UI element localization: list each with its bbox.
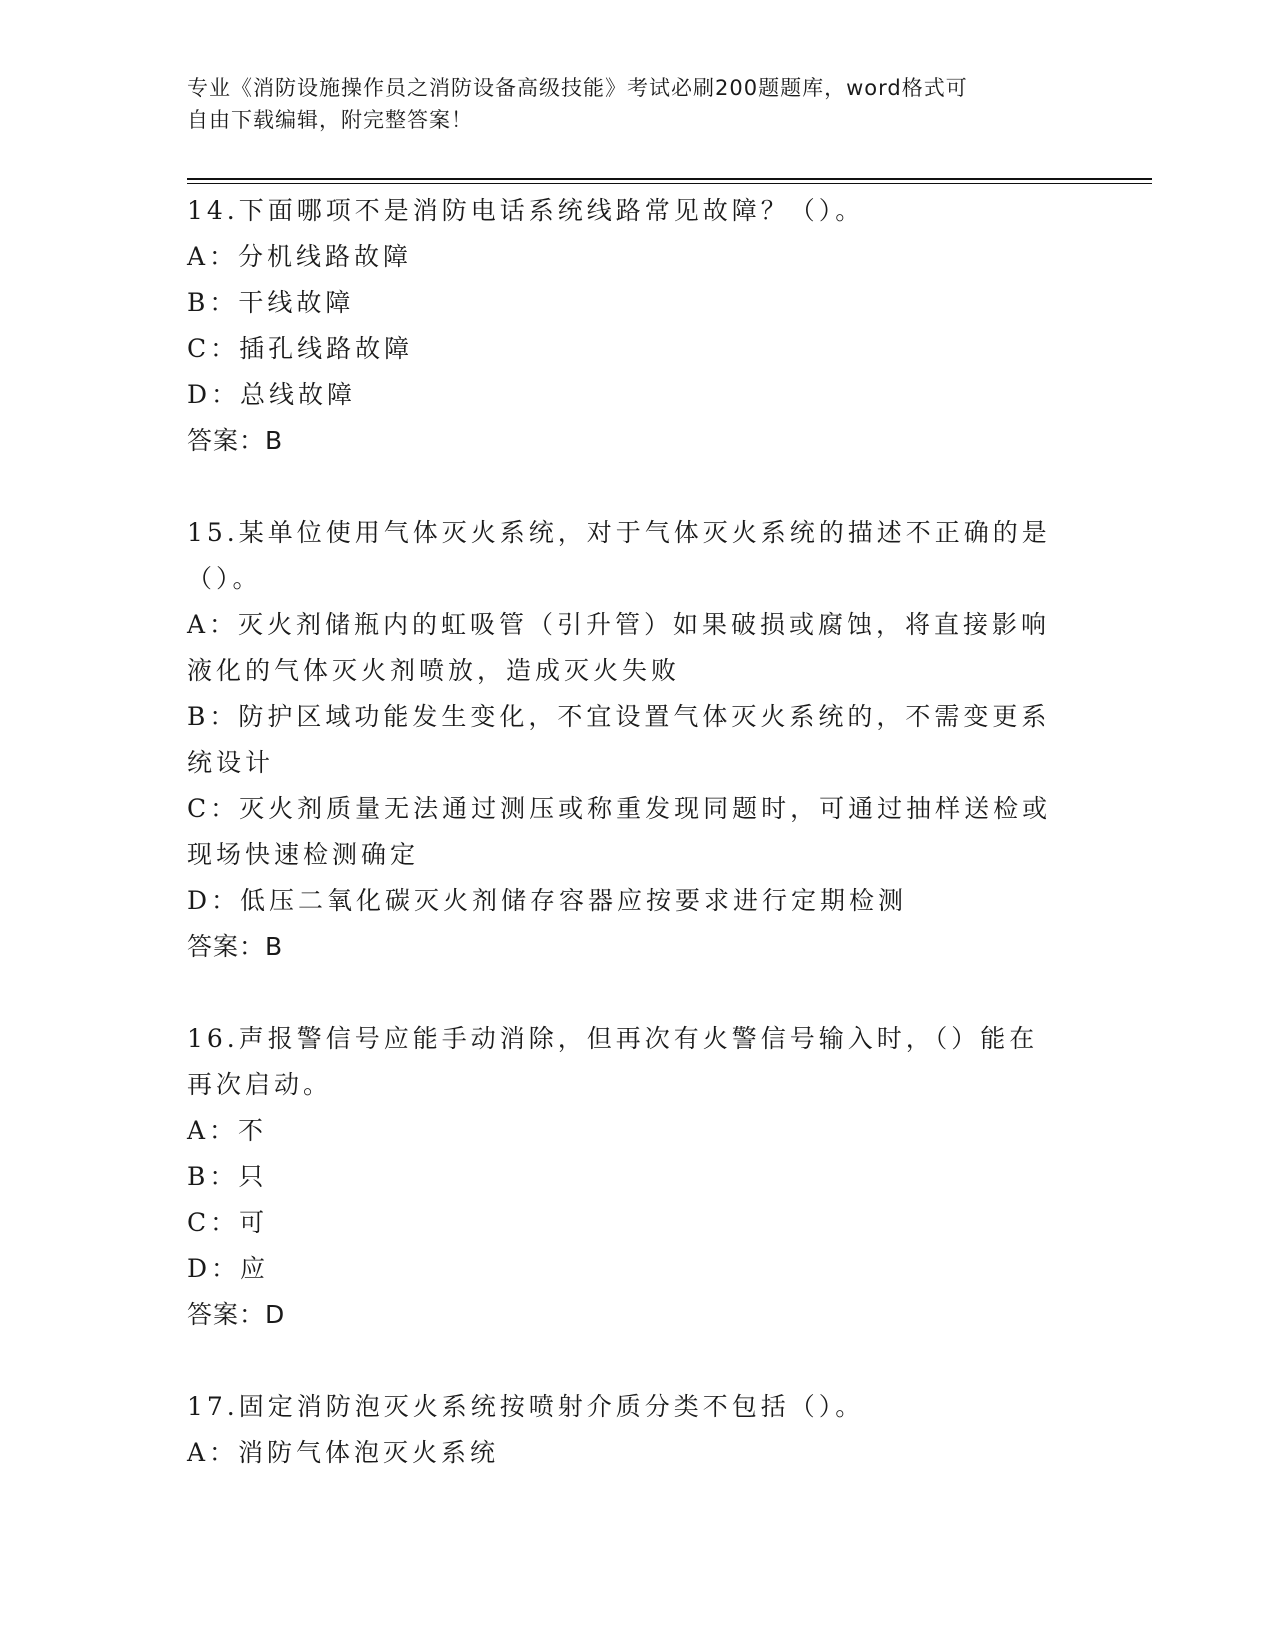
question-15 [187, 510, 1067, 970]
option-c: C：灭火剂质量无法通过测压或称重发现同题时，可通过抽样送检或现场快速检测确定 [187, 794, 1052, 869]
question-stem: 17.固定消防泡灭火系统按喷射介质分类不包括（）。 [187, 1392, 865, 1421]
option-b: B：防护区域功能发生变化，不宜设置气体灭火系统的，不需变更系统设计 [187, 702, 1051, 777]
option-a: A：消防气体泡灭火系统 [187, 1438, 500, 1467]
document-header [187, 72, 1067, 136]
option-c: C：可 [187, 1208, 269, 1237]
option-b: B：只 [187, 1162, 268, 1191]
option-a: A：灭火剂储瓶内的虹吸管（引升管）如果破损或腐蚀，将直接影响液化的气体灭火剂喷放，造成灭火失败 [187, 610, 1051, 685]
option-d: D：应 [187, 1254, 270, 1283]
answer: 答案：B [187, 932, 284, 961]
question-list [187, 188, 1067, 1522]
option-c: C：插孔线路故障 [187, 334, 414, 363]
option-a: A：分机线路故障 [187, 242, 413, 271]
option-b: B：干线故障 [187, 288, 355, 317]
header-divider-thick [187, 178, 1152, 180]
header-divider-thin [187, 183, 1152, 184]
header-line-2: 自由下载编辑，附完整答案！ [187, 108, 473, 132]
question-17 [187, 1384, 1067, 1476]
question-stem: 16.声报警信号应能手动消除，但再次有火警信号输入时，（）能在再次启动。 [187, 1024, 1039, 1099]
question-stem: 14.下面哪项不是消防电话系统线路常见故障？（）。 [187, 196, 865, 225]
header-line-1: 专业《消防设施操作员之消防设备高级技能》考试必刷200题题库，word格式可 [187, 76, 968, 100]
question-14 [187, 188, 1067, 464]
answer: 答案：D [187, 1300, 286, 1329]
option-d: D：总线故障 [187, 380, 357, 409]
option-d: D：低压二氧化碳灭火剂储存容器应按要求进行定期检测 [187, 886, 908, 915]
answer: 答案：B [187, 426, 284, 455]
question-stem: 15.某单位使用气体灭火系统，对于气体灭火系统的描述不正确的是（）。 [187, 518, 1051, 593]
option-a: A：不 [187, 1116, 268, 1145]
question-16 [187, 1016, 1067, 1338]
